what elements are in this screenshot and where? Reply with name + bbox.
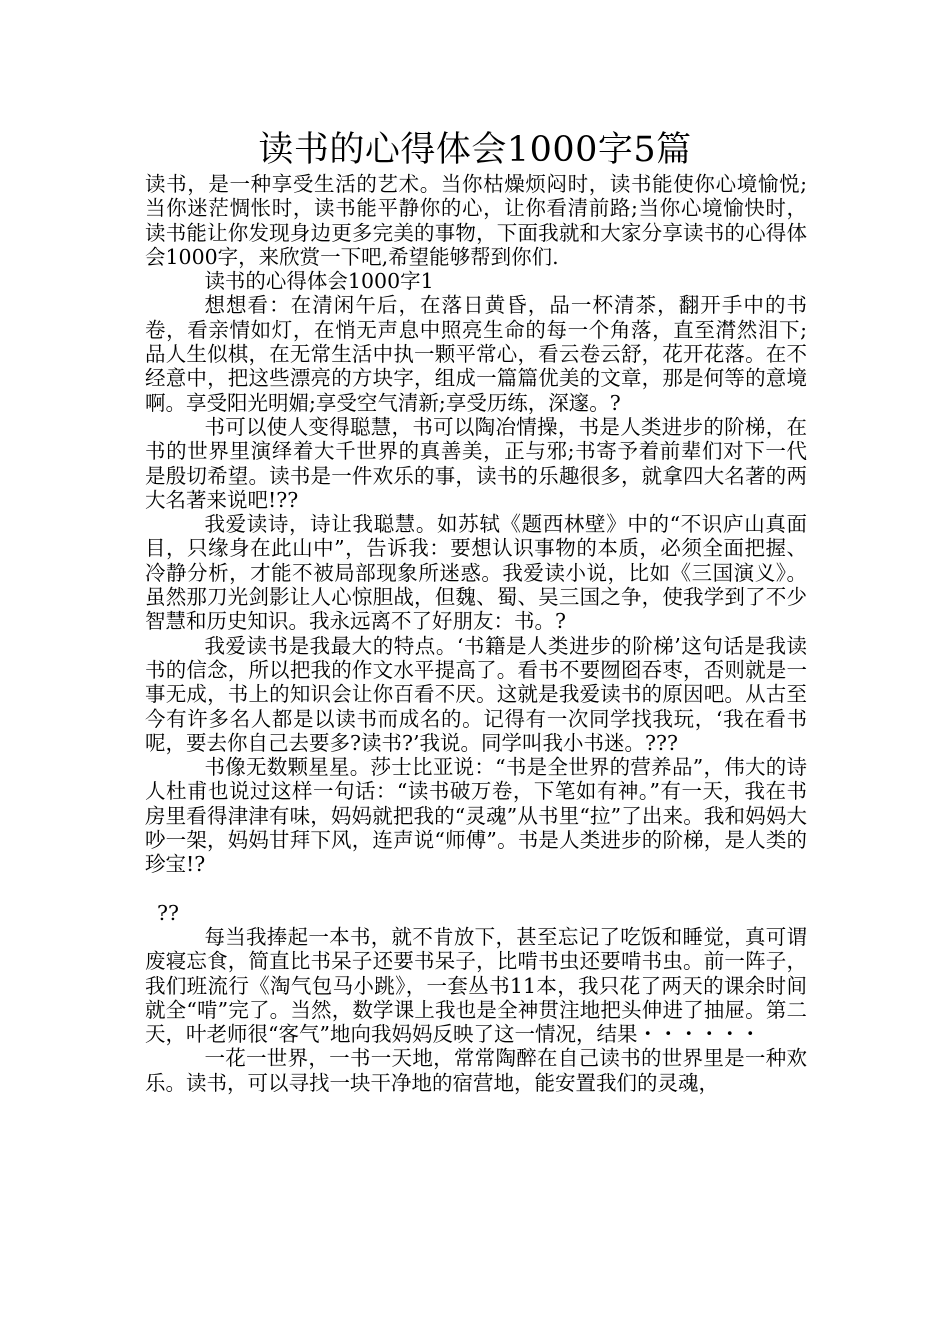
body-paragraph: 每当我捧起一本书，就不肯放下，甚至忘记了吃饭和睡觉，真可谓废寝忘食，简直比书呆子还要书呆子，比啃书虫还要啃书虫。前一阵子，我们班流行《淘气包马小跳》，一套丛书11本，我只花了两天的课余时间就全“啃”完了。当然，数学课上我也是全神贯注地把头伸进了抽屉。第二天，叶老师很“客气”地向我妈妈反映了这一情况，结果・・・・・・ bbox=[145, 924, 807, 1047]
body-paragraph: 我爱读诗，诗让我聪慧。如苏轼《题西林壁》中的“不识庐山真面目，只缘身在此山中”，告诉我：要想认识事物的本质，必须全面把握、冷静分析，才能不被局部现象所迷惑。我爱读小说，比如《三国演义》。虽然那刀光剑影让人心惊胆战，但魏、蜀、吴三国之争，使我学到了不少智慧和历史知识。我永远离不了好朋友：书。? bbox=[145, 512, 807, 634]
body-paragraph: 想想看：在清闲午后，在落日黄昏，品一杯清茶，翻开手中的书卷，看亲情如灯，在悄无声息中照亮生命的每一个角落，直至潸然泪下;品人生似棋，在无常生活中执一颗平常心，看云卷云舒，花开花落。在不经意中，把这些漂亮的方块字，组成一篇篇优美的文章，那是何等的意境啊。享受阳光明媚;享受空气清新;享受历练，深邃。? bbox=[145, 293, 807, 415]
body-paragraph: 书可以使人变得聪慧，书可以陶冶情操，书是人类进步的阶梯，在书的世界里演绎着大千世界的真善美，正与邪;书寄予着前辈们对下一代是殷切希望。读书是一件欢乐的事，读书的乐趣很多，就拿四大名著的两大名著来说吧!?? bbox=[145, 414, 807, 512]
body-paragraph: 书像无数颗星星。莎士比亚说：“书是全世界的营养品”，伟大的诗人杜甫也说过这样一句话：“读书破万卷，下笔如有神。”有一天，我在书房里看得津津有味，妈妈就把我的“灵魂”从书里“拉”了出来。我和妈妈大吵一架，妈妈甘拜下风，连声说“师傅”。书是人类进步的阶梯，是人类的珍宝!? bbox=[145, 755, 807, 877]
document-title: 读书的心得体会1000字5篇 bbox=[258, 130, 692, 170]
stray-marks: ?? bbox=[157, 900, 179, 925]
document-body bbox=[145, 172, 807, 1095]
body-paragraph: 一花一世界，一书一天地，常常陶醉在自己读书的世界里是一种欢乐。读书，可以寻找一块干净地的宿营地，能安置我们的灵魂， bbox=[145, 1046, 807, 1095]
section-heading: 读书的心得体会1000字1 bbox=[204, 269, 434, 294]
paragraph-gap bbox=[145, 877, 807, 901]
intro-paragraph: 读书，是一种享受生活的艺术。当你枯燥烦闷时，读书能使你心境愉悦;当你迷茫惆怅时，读书能平静你的心，让你看清前路;当你心境愉快时，读书能让你发现身边更多完美的事物，下面我就和大家分享读书的心得体会1000字，来欣赏一下吧,希望能够帮到你们. bbox=[145, 172, 807, 269]
body-paragraph: 我爱读书是我最大的特点。‘书籍是人类进步的阶梯’这句话是我读书的信念，所以把我的作文水平提高了。看书不要囫囵吞枣，否则就是一事无成，书上的知识会让你百看不厌。这就是我爱读书的原因吧。从古至今有许多名人都是以读书而成名的。记得有一次同学找我玩，‘我在看书呢，要去你自己去要多?读书?’我说。同学叫我小书迷。??? bbox=[145, 633, 807, 755]
